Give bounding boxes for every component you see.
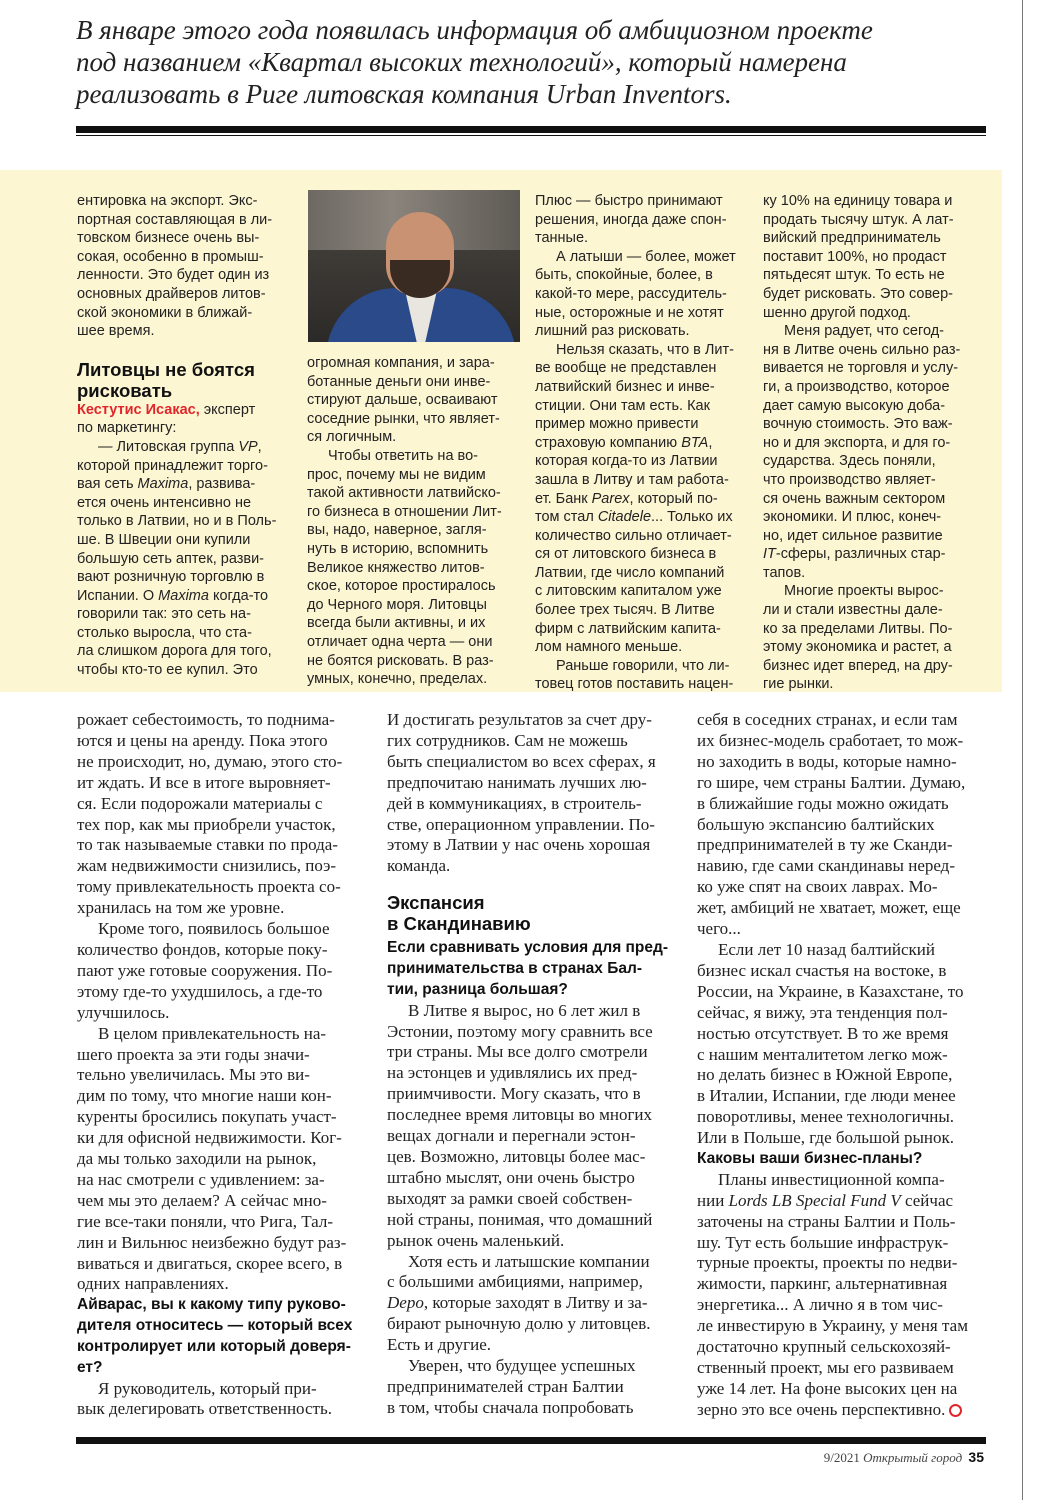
text-line: бизнес искал счастья на востоке, в xyxy=(697,960,947,980)
text-line: вийский предприниматель xyxy=(763,230,941,247)
text-line: вещах догнали и перегнали эстон- xyxy=(387,1126,636,1146)
text-line: страховую компанию BTA, xyxy=(535,434,713,451)
text-line: большую экспансию балтийских xyxy=(697,814,935,834)
text-line: ленности. Это будет один из xyxy=(77,267,270,284)
text-line: ли и стали известны дале- xyxy=(763,602,943,619)
lead-line: В январе этого года появилась информация об амбициозном проекте xyxy=(76,15,873,45)
text-line: на нас смотрели с удивлением: за- xyxy=(77,1169,325,1189)
text-line: вая сеть Maxima, развива- xyxy=(77,476,256,493)
text-line: ные, осторожные и не хотят xyxy=(535,304,724,321)
text-line: шее время. xyxy=(77,323,155,340)
text-line: навию, где сами скандинавы неред- xyxy=(697,856,955,876)
text-line: Айварас, вы к какому типу руково- xyxy=(77,1296,346,1314)
text-line: большую сеть аптек, разви- xyxy=(77,550,265,567)
text-line: В Литве я вырос, но 6 лет жил в xyxy=(408,1000,641,1020)
text-line: дает самую высокую доба- xyxy=(763,397,946,414)
text-line: России, на Украине, в Казахстане, то xyxy=(697,981,964,1001)
text-line: Испании. О Maxima когда-то xyxy=(77,587,269,604)
text-line: турные проекты, проекты по недви- xyxy=(697,1253,958,1273)
text-line: зашла в Литву и там работа- xyxy=(535,471,729,488)
main-column-3 xyxy=(697,710,987,1421)
text-line: лом намного меньше. xyxy=(535,639,683,656)
text-line: IT-сферы, различных стар- xyxy=(763,546,946,563)
text-line: лишний раз рисковать. xyxy=(535,323,690,340)
text-line: сударства. Здесь поняли, xyxy=(763,453,936,470)
text-line: танные. xyxy=(535,230,589,247)
text-line: себя в соседних странах, и если там xyxy=(697,710,958,729)
text-line: пример можно привести xyxy=(535,416,699,433)
text-line: экономики. И плюс, конеч- xyxy=(763,509,942,526)
text-line: штабно мыслят, они очень быстро xyxy=(387,1167,635,1187)
text-line: да мы только заходили на рынок, xyxy=(77,1149,317,1169)
text-line: последнее время литовцы во многих xyxy=(387,1105,653,1125)
text-line: гих сотрудников. Сам не можешь xyxy=(387,730,628,750)
question-heading: Каковы ваши бизнес-планы? xyxy=(697,1150,923,1168)
text-line: заточены на страны Балтии и Поль- xyxy=(697,1211,956,1231)
text-line: в Италии, Испании, где люди менее xyxy=(697,1086,956,1106)
text-line: ня в Литве очень сильно раз- xyxy=(763,341,961,358)
text-line: вочную стоимость. Это важ- xyxy=(763,416,953,433)
text-line: стве, операционном управлении. По- xyxy=(387,814,655,834)
box-column-1 xyxy=(77,192,292,680)
text-line: вык делегировать ответственность. xyxy=(77,1399,332,1419)
text-line: быть специалистом во всех сферах, я xyxy=(387,751,656,771)
text-line: Плюс — быстро принимают xyxy=(535,193,723,209)
text-line: стиции. Они там есть. Как xyxy=(535,397,710,414)
page-edge-rule xyxy=(1022,0,1023,1500)
magazine-name: Открытый город xyxy=(863,1450,963,1465)
text-line: быть, спокойные, более, в xyxy=(535,267,713,284)
text-line: шего проекта за эти годы значи- xyxy=(77,1044,310,1064)
text-line: то так называемые ставки по прода- xyxy=(77,835,338,855)
text-line: — Литовская группа VP, xyxy=(98,438,262,455)
text-line: будет рисковать. Это совер- xyxy=(763,285,953,302)
text-line: но заходить в воды, которые намно- xyxy=(697,751,957,771)
text-line: тех пор, как мы приобрели участок, xyxy=(77,814,336,834)
box-column-3 xyxy=(535,192,750,694)
text-line: команда. xyxy=(387,856,451,876)
box-column-4 xyxy=(763,192,983,694)
text-line: говорили так: это сеть на- xyxy=(77,606,251,623)
text-line: выходят за рамки своей собствен- xyxy=(387,1188,633,1208)
text-line: вают розничную торговлю в xyxy=(77,569,265,586)
text-line: предпринимателей в ту же Сканди- xyxy=(697,835,953,855)
issue-number: 9/2021 xyxy=(823,1450,860,1465)
text-line: энергетика... А лично я в том чис- xyxy=(697,1295,943,1315)
text-line: только в Латвии, но и в Поль- xyxy=(77,513,277,530)
text-line: поставит 100%, но продаст xyxy=(763,248,947,265)
top-thin-rule xyxy=(76,135,986,136)
text-line: достаточно крупный сельскохозяй- xyxy=(697,1337,951,1357)
text-line: но, идет сильное развитие xyxy=(763,527,943,544)
text-line: этому где-то ухудшилось, а где-то xyxy=(77,981,323,1001)
text-line: этому в Латвии у нас очень хорошая xyxy=(387,835,651,855)
main-column-1 xyxy=(77,710,367,1420)
text-line: предпринимателей стран Балтии xyxy=(387,1376,624,1396)
text-line: ся. Если подорожали материалы с xyxy=(77,793,323,813)
text-line: лин и Вильнюс неизбежно будут раз- xyxy=(77,1232,347,1252)
text-line: с нашим менталитетом легко мож- xyxy=(697,1044,948,1064)
text-line: с большими амбициями, например, xyxy=(387,1272,643,1292)
text-line: шу. Тут есть большие инфраструк- xyxy=(697,1232,949,1252)
text-line: не происходит, но, думаю, этого сто- xyxy=(77,751,343,771)
text-line: гие все-таки поняли, что Рига, Тал- xyxy=(77,1211,334,1231)
text-line: огромная компания, и зара- xyxy=(307,355,495,371)
text-line: В целом привлекательность на- xyxy=(98,1023,327,1043)
text-line: Или в Польше, где большой рынок. xyxy=(697,1128,955,1148)
text-line: не боятся рисковать. В раз- xyxy=(307,652,494,669)
expert-name: Кестутис Исакас, xyxy=(77,401,200,418)
text-line: рожает себестоимость, то поднима- xyxy=(77,710,335,729)
text-line: виваться и двигаться, скорее всего, в xyxy=(77,1253,343,1273)
top-thick-rule xyxy=(76,126,986,133)
main-subhead: Экспансия в Скандинавию xyxy=(387,892,531,935)
text-line: дителя относитесь — который всех xyxy=(77,1317,353,1335)
text-line: столько выросла, что ста- xyxy=(77,624,252,641)
text-line: тапов. xyxy=(763,564,806,581)
text-line: количество фондов, которые поку- xyxy=(77,939,328,959)
text-line: ла слишком дорога для того, xyxy=(77,643,272,660)
text-line: стируют дальше, осваивают xyxy=(307,392,498,409)
text-line: жам недвижимости снизились, поэ- xyxy=(77,856,337,876)
text-line: Если сравнивать условия для пред- xyxy=(387,939,668,957)
text-line: пают уже готовые сооружения. По- xyxy=(77,960,333,980)
text-line: ся очень важным сектором xyxy=(763,490,946,507)
text-line: цев. Возможно, литовцы более мас- xyxy=(387,1146,646,1166)
text-line: отличает одна черта — они xyxy=(307,633,493,650)
text-line: Если лет 10 назад балтийский xyxy=(718,939,935,959)
text-line: Планы инвестиционной компа- xyxy=(718,1169,945,1189)
text-line: в ближайшие годы можно ожидать xyxy=(697,793,949,813)
text-line: что производство являет- xyxy=(763,471,936,488)
text-line: ет? xyxy=(77,1358,103,1376)
text-line: го шире, чем страны Балтии. Думаю, xyxy=(697,772,966,792)
text-line: дей в коммуникациях, в строитель- xyxy=(387,793,642,813)
text-line: ве вообще не представлен xyxy=(535,360,717,377)
text-line: которая когда-то из Латвии xyxy=(535,453,718,470)
text-line: такой активности латвийско- xyxy=(307,485,501,502)
text-line: Кроме того, появилось большое xyxy=(98,919,330,939)
text-line: принимательства в странах Бал- xyxy=(387,960,642,978)
text-line: ет. Банк Parex, который по- xyxy=(535,490,718,507)
text-line: том стал Citadele... Только их xyxy=(535,509,733,526)
text-line: портная составляющая в ли- xyxy=(77,211,273,228)
text-line: гие рынки. xyxy=(763,676,834,693)
end-mark-icon xyxy=(949,1404,962,1417)
page-number: 35 xyxy=(968,1449,984,1465)
text-line: но делать бизнес в Южной Европе, xyxy=(697,1065,953,1085)
text-line: три страны. Мы все долго смотрели xyxy=(387,1042,648,1062)
text-line: чего... xyxy=(697,919,741,939)
text-line: ки для офисной недвижимости. Ког- xyxy=(77,1128,342,1148)
expert-role: эксперт xyxy=(199,401,256,418)
box-column-2 xyxy=(307,354,522,689)
text-line: решения, иногда даже спон- xyxy=(535,211,727,228)
text-line: товец готов поставить нацен- xyxy=(535,676,734,693)
text-line: куренты бросились покупать участ- xyxy=(77,1107,337,1127)
text-line: их бизнес-модель сработает, то мож- xyxy=(697,730,964,750)
text-line: ской экономики в ближай- xyxy=(77,304,253,321)
text-line: Многие проекты вырос- xyxy=(784,583,944,600)
lead-line: реализовать в Риге литовская компания Urban Inventors. xyxy=(76,79,732,109)
text-line: приимчивости. Могу сказать, что в xyxy=(387,1084,641,1104)
text-line: но и для экспорта, и для го- xyxy=(763,434,951,451)
text-line: умных, конечно, пределах. xyxy=(307,671,488,688)
text-line: Великое княжество литов- xyxy=(307,559,485,576)
text-line: прос, почему мы не видим xyxy=(307,466,486,483)
text-line: рынок очень маленький. xyxy=(387,1230,565,1250)
text-line: ются и цены на аренду. Пока этого xyxy=(77,730,328,750)
text-line: сейчас, я вижу, эта тенденция пол- xyxy=(697,1002,948,1022)
main-column-2 xyxy=(387,710,677,1419)
text-line: бирают рыночную долю у литовцев. xyxy=(387,1314,651,1334)
text-line: шенно другой подход. xyxy=(763,304,911,321)
text-line: ское, которое простиралось xyxy=(307,578,496,595)
text-line: более трех тысяч. В Литве xyxy=(535,602,715,619)
box-subhead: Литовцы не боятся рисковать xyxy=(77,358,255,401)
lead-line: под названием «Квартал высоких технологий», который намерена xyxy=(76,47,847,77)
text-line: ко за пределами Литвы. По- xyxy=(763,620,953,637)
text-line: ся логичным. xyxy=(307,429,397,446)
text-line: поворотливы, менее технологичны. xyxy=(697,1107,955,1127)
text-line: какой-то мере, рассудитель- xyxy=(535,285,727,302)
text-line: А латыши — более, может xyxy=(556,248,736,265)
text-line: ственный проект, мы его развиваем xyxy=(697,1357,954,1377)
text-line: жет, амбиций не хватает, может, еще xyxy=(697,898,961,918)
text-line: ностью отсутствует. В то же время xyxy=(697,1023,949,1043)
text-line: уже 14 лет. На фоне высоких цен на xyxy=(697,1378,958,1398)
portrait-photo xyxy=(308,190,520,342)
text-line: в том, чтобы сначала попробовать xyxy=(387,1397,634,1417)
text-line: улучшилось. xyxy=(77,1002,170,1022)
text-line: го бизнеса в отношении Лит- xyxy=(307,503,502,520)
text-line: ботанные деньги они инве- xyxy=(307,373,491,390)
text-line: нии Lords LB Special Fund V сейчас xyxy=(697,1190,954,1210)
text-line: ги, а производство, которое xyxy=(763,378,950,395)
text-line: зерно это все очень перспективно. xyxy=(697,1400,987,1421)
text-line: товском бизнесе очень вы- xyxy=(77,230,260,247)
text-line: дим по тому, что многие наши кон- xyxy=(77,1086,332,1106)
text-line: Нельзя сказать, что в Лит- xyxy=(556,341,735,358)
text-line: с литовским капиталом уже xyxy=(535,583,722,600)
text-line: чтобы кто-то ее купил. Это xyxy=(77,662,258,679)
text-line: Латвии, где число компаний xyxy=(535,564,725,581)
text-line: тии, разница большая? xyxy=(387,980,568,998)
page-footer xyxy=(824,1449,984,1466)
text-line: тельно увеличилась. Мы это ви- xyxy=(77,1065,310,1085)
text-line: ко уже спят на своих лаврах. Мо- xyxy=(697,877,938,897)
text-line: вы, надо, наверное, загля- xyxy=(307,522,487,539)
text-line: жимости, паркинг, альтернативная xyxy=(697,1274,948,1294)
text-line: пятьдесят штук. То есть не xyxy=(763,267,945,284)
text-line: Уверен, что будущее успешных xyxy=(408,1356,636,1376)
text-line: количество сильно отличает- xyxy=(535,527,732,544)
text-line: Depo, которые заходят в Литву и за- xyxy=(387,1293,648,1313)
text-line: сокая, особенно в промыш- xyxy=(77,248,264,265)
text-line: вивается не торговля и услу- xyxy=(763,360,959,377)
text-line: Меня радует, что сегод- xyxy=(784,323,944,340)
text-line: продать тысячу штук. А лат- xyxy=(763,211,954,228)
text-line: Есть и другие. xyxy=(387,1335,492,1355)
text-line: до Черного моря. Литовцы xyxy=(307,596,487,613)
text-line: Эстонии, поэтому могу сравнить все xyxy=(387,1021,653,1041)
text-line: хранилась на том же уровне. xyxy=(77,898,285,918)
text-line: фирм с латвийским капита- xyxy=(535,620,721,637)
text-line: ле инвестирую в Украину, у меня там xyxy=(697,1316,968,1336)
text-line: латвийский бизнес и инве- xyxy=(535,378,715,395)
text-line: ся от литовского бизнеса в xyxy=(535,546,717,563)
text-line: по маркетингу: xyxy=(77,420,177,437)
text-line: ной страны, понимая, что домашний xyxy=(387,1209,653,1229)
text-line: одних направлениях. xyxy=(77,1274,229,1294)
text-line: на эстонцев и удивлялись их пред- xyxy=(387,1063,638,1083)
text-line: Раньше говорили, что ли- xyxy=(556,657,730,674)
text-line: тому привлекательность проекта со- xyxy=(77,877,341,897)
text-line: Чтобы ответить на во- xyxy=(328,447,478,464)
text-line: бизнес идет вперед, на дру- xyxy=(763,657,953,674)
text-line: этому экономика и растет, а xyxy=(763,639,952,656)
text-line: нуть в историю, вспомнить xyxy=(307,540,489,557)
text-line: ентировка на экспорт. Экс- xyxy=(77,193,258,209)
text-line: всегда были активны, и их xyxy=(307,615,486,632)
bottom-rule xyxy=(76,1437,986,1444)
text-line: Я руководитель, который при- xyxy=(98,1378,317,1398)
text-line: контролирует или который доверя- xyxy=(77,1337,351,1355)
text-line: ется очень интенсивно не xyxy=(77,494,252,511)
text-line: чем мы это делаем? А сейчас мно- xyxy=(77,1190,327,1210)
text-line: которой принадлежит торго- xyxy=(77,457,268,474)
text-line: И достигать результатов за счет дру- xyxy=(387,710,652,729)
text-line: предпочитаю нанимать лучших лю- xyxy=(387,772,647,792)
lead-paragraph xyxy=(76,14,976,110)
text-line: основных драйверов литов- xyxy=(77,285,266,302)
text-line: ше. В Швеции они купили xyxy=(77,531,251,548)
text-line: соседние рынки, что являет- xyxy=(307,410,500,427)
text-line: ку 10% на единицу товара и xyxy=(763,193,953,209)
text-line: Хотя есть и латышские компании xyxy=(408,1251,650,1271)
text-line: ит ждать. И все в итоге выровняет- xyxy=(77,772,331,792)
